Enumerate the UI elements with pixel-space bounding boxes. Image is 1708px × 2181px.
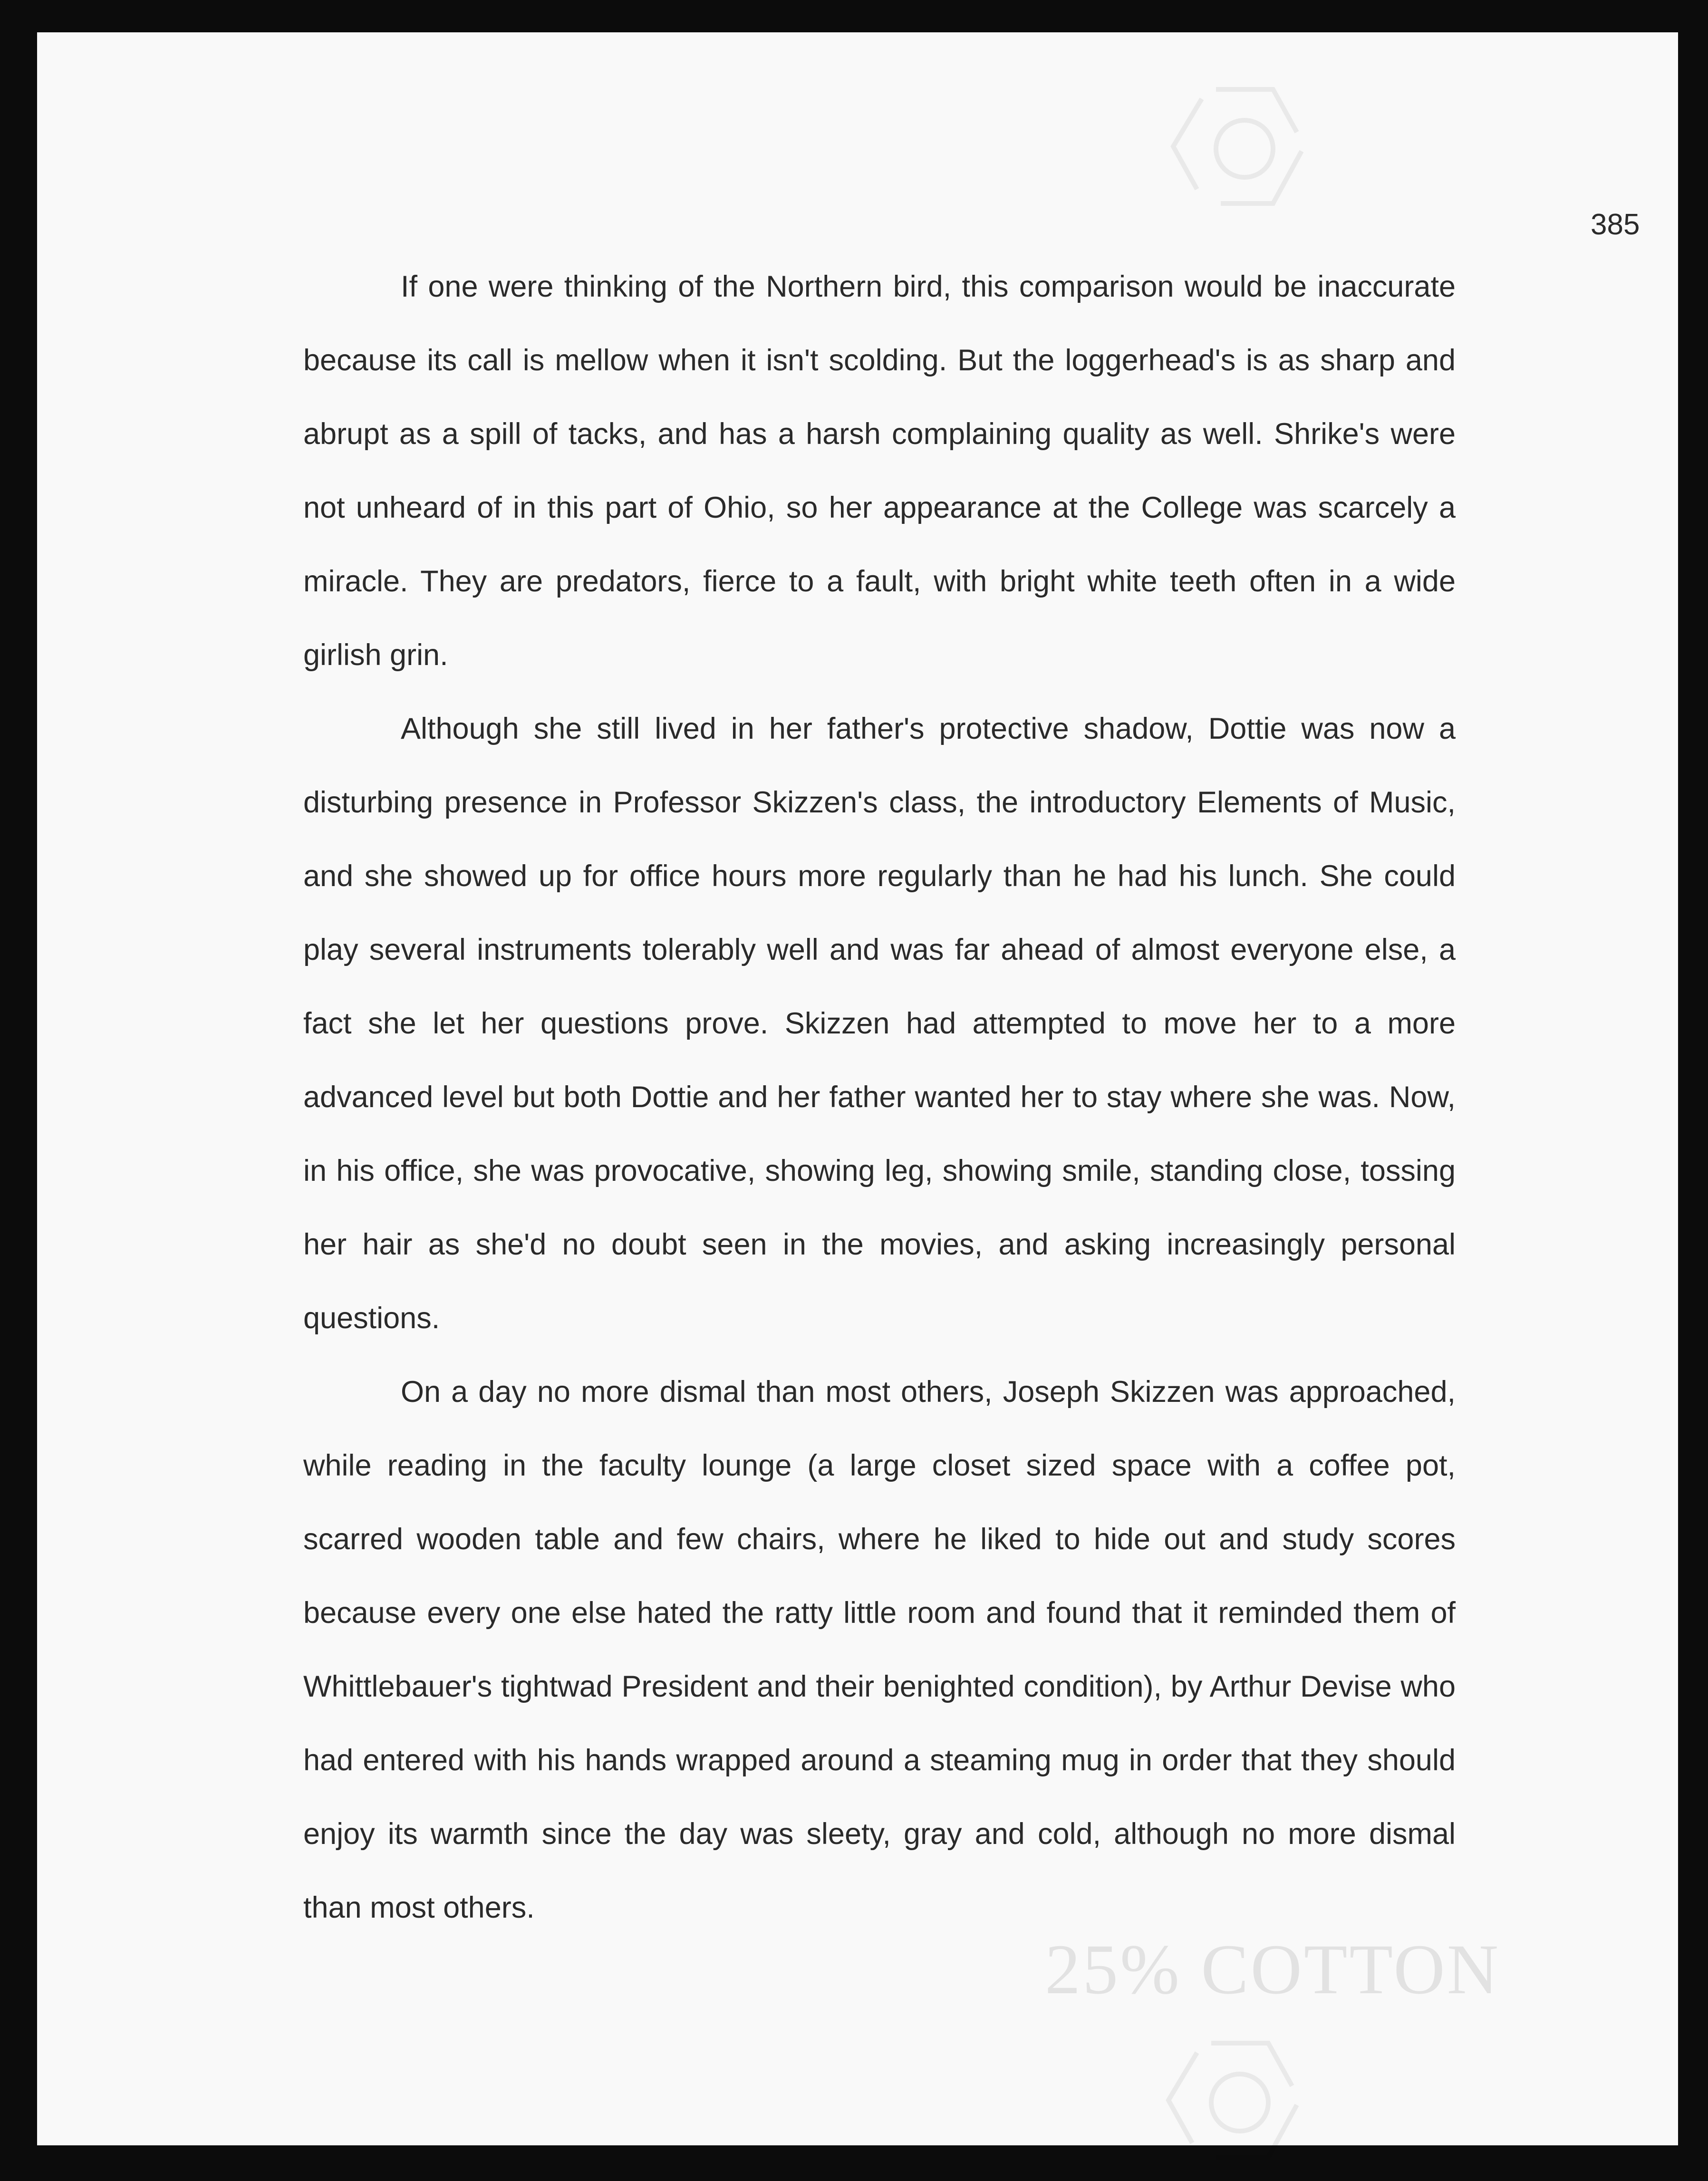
paragraph: On a day no more dismal than most others, Joseph Skizzen was approached, while reading in the faculty lounge (a large closet sized space with a coffee pot, scarred wooden table and few chairs, where he liked to hide out and study scores because every one else hated the ratty little room and found that it reminded them of Whittlebauer's tightwad President and their benighted condition), by Arthur Devise who had entered with his hands wrapped around a steaming mug in order that they should enjoy its warmth since the day was sleety, gray and cold, although no more dismal than most others. [303,1375,1456,1924]
page-number: 385 [1591,208,1640,241]
document-page [37,32,1678,2145]
paragraph: If one were thinking of the Northern bird, this comparison would be inaccurate because its call is mellow when it isn't scolding. But the loggerhead's is as sharp and abrupt as a spill of tacks, and has a harsh complaining quality as well. Shrike's were not unheard of in this part of Ohio, so her appearance at the College was scarcely a miracle. They are predators, fierce to a fault, with bright white teeth often in a wide girlish grin. [303,270,1456,672]
recycle-watermark-icon [1140,2024,1340,2181]
paragraph: Although she still lived in her father's protective shadow, Dottie was now a disturbing presence in Professor Skizzen's class, the introductory Elements of Music, and she showed up for office hours more regularly than he had his lunch. She could play several instruments tolerably well and was far ahead of almost everyone else, a fact she let her questions prove. Skizzen had attempted to move her to a more advanced level but both Dottie and her father wanted her to stay where she was. Now, in his office, she was provocative, showing leg, showing smile, standing close, tossing her hair as she'd no doubt seen in the movies, and asking increasingly personal questions. [303,712,1456,1335]
recycle-watermark-icon [1145,70,1344,227]
paper-watermark-text: 25% COTTON [1045,1930,1501,2009]
body-text [303,250,1456,1945]
